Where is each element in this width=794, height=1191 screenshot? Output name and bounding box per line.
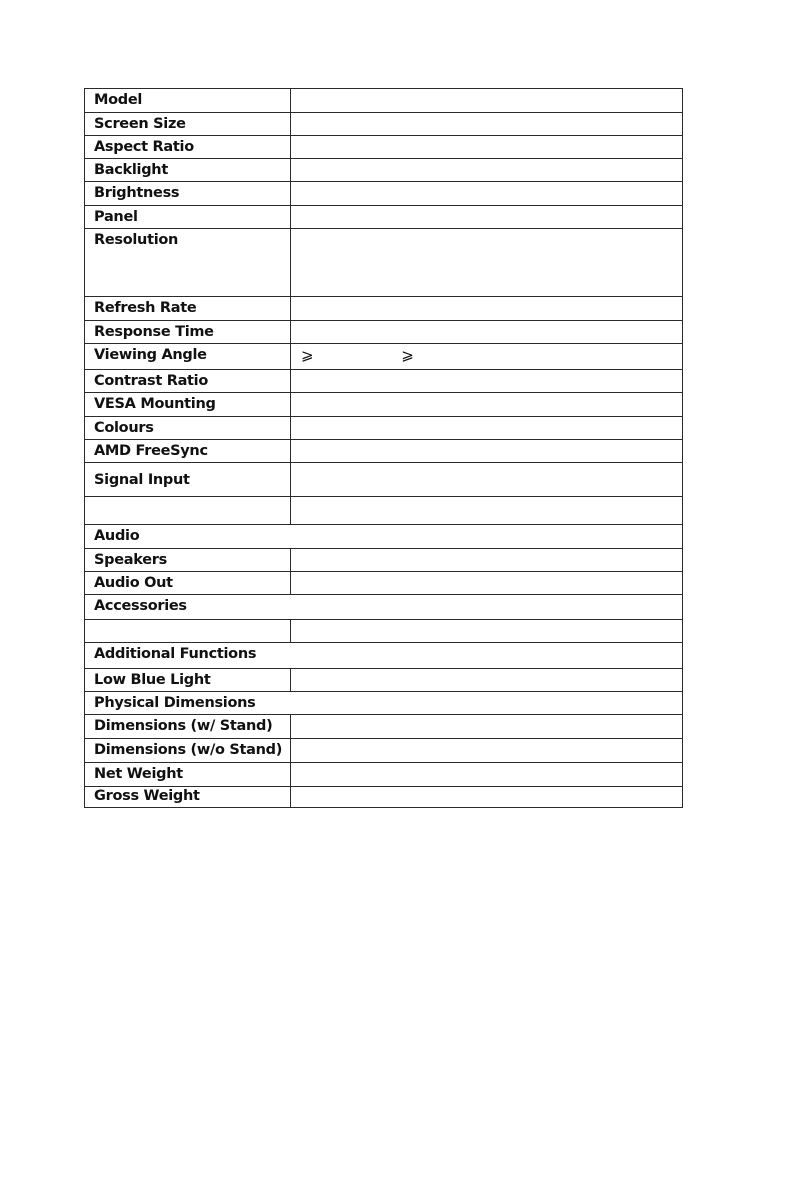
spec-table bbox=[84, 88, 683, 808]
section-additional-functions: Additional Functions bbox=[85, 643, 683, 669]
label-vesa-mounting: VESA Mounting bbox=[85, 393, 291, 417]
value-dimensions-without-stand bbox=[291, 739, 683, 763]
value-vesa-mounting bbox=[291, 393, 683, 417]
label-viewing-angle: Viewing Angle bbox=[85, 344, 291, 370]
value-screen-size bbox=[291, 113, 683, 136]
row-gross-weight bbox=[85, 787, 683, 808]
row-screen-size bbox=[85, 113, 683, 136]
value-speakers bbox=[291, 549, 683, 572]
label-signal-input: Signal Input bbox=[85, 463, 291, 497]
value-model bbox=[291, 89, 683, 113]
row-vesa-mounting bbox=[85, 393, 683, 417]
row-accessories-header bbox=[85, 595, 683, 620]
row-dimensions-without-stand bbox=[85, 739, 683, 763]
row-colours bbox=[85, 417, 683, 440]
row-blank-1 bbox=[85, 497, 683, 525]
row-response-time bbox=[85, 321, 683, 344]
row-speakers bbox=[85, 549, 683, 572]
label-low-blue-light: Low Blue Light bbox=[85, 669, 291, 692]
row-backlight bbox=[85, 159, 683, 182]
label-brightness: Brightness bbox=[85, 182, 291, 206]
section-audio: Audio bbox=[85, 525, 683, 549]
value-audio-out bbox=[291, 572, 683, 595]
label-dimensions-with-stand: Dimensions (w/ Stand) bbox=[85, 715, 291, 739]
section-physical-dimensions: Physical Dimensions bbox=[85, 692, 683, 715]
row-additional-functions-header bbox=[85, 643, 683, 669]
value-contrast-ratio bbox=[291, 370, 683, 393]
value-dimensions-with-stand bbox=[291, 715, 683, 739]
row-blank-2 bbox=[85, 620, 683, 643]
row-model bbox=[85, 89, 683, 113]
row-refresh-rate bbox=[85, 297, 683, 321]
row-panel bbox=[85, 206, 683, 229]
label-resolution: Resolution bbox=[85, 229, 291, 297]
section-accessories: Accessories bbox=[85, 595, 683, 620]
row-audio-out bbox=[85, 572, 683, 595]
value-response-time bbox=[291, 321, 683, 344]
label-speakers: Speakers bbox=[85, 549, 291, 572]
row-low-blue-light bbox=[85, 669, 683, 692]
value-brightness bbox=[291, 182, 683, 206]
value-low-blue-light bbox=[291, 669, 683, 692]
label-panel: Panel bbox=[85, 206, 291, 229]
value-amd-freesync bbox=[291, 440, 683, 463]
label-colours: Colours bbox=[85, 417, 291, 440]
label-net-weight: Net Weight bbox=[85, 763, 291, 787]
label-screen-size: Screen Size bbox=[85, 113, 291, 136]
row-physical-dimensions-header bbox=[85, 692, 683, 715]
label-refresh-rate: Refresh Rate bbox=[85, 297, 291, 321]
value-net-weight bbox=[291, 763, 683, 787]
value-signal-input bbox=[291, 463, 683, 497]
row-net-weight bbox=[85, 763, 683, 787]
value-aspect-ratio bbox=[291, 136, 683, 159]
value-resolution bbox=[291, 229, 683, 297]
label-audio-out: Audio Out bbox=[85, 572, 291, 595]
label-gross-weight: Gross Weight bbox=[85, 787, 291, 808]
row-amd-freesync bbox=[85, 440, 683, 463]
value-colours bbox=[291, 417, 683, 440]
value-viewing-angle bbox=[291, 344, 683, 370]
label-blank-1 bbox=[85, 497, 291, 525]
row-dimensions-with-stand bbox=[85, 715, 683, 739]
label-aspect-ratio: Aspect Ratio bbox=[85, 136, 291, 159]
value-refresh-rate bbox=[291, 297, 683, 321]
row-viewing-angle bbox=[85, 344, 683, 370]
row-signal-input bbox=[85, 463, 683, 497]
value-blank-2 bbox=[291, 620, 683, 643]
value-blank-1 bbox=[291, 497, 683, 525]
label-model: Model bbox=[85, 89, 291, 113]
value-gross-weight bbox=[291, 787, 683, 808]
row-aspect-ratio bbox=[85, 136, 683, 159]
value-panel bbox=[291, 206, 683, 229]
row-audio-header bbox=[85, 525, 683, 549]
row-resolution bbox=[85, 229, 683, 297]
label-amd-freesync: AMD FreeSync bbox=[85, 440, 291, 463]
label-blank-2 bbox=[85, 620, 291, 643]
geq-symbol-horizontal: ⩾ bbox=[301, 346, 314, 364]
geq-symbol-vertical: ⩾ bbox=[401, 346, 414, 364]
label-dimensions-without-stand: Dimensions (w/o Stand) bbox=[85, 739, 291, 763]
label-response-time: Response Time bbox=[85, 321, 291, 344]
label-contrast-ratio: Contrast Ratio bbox=[85, 370, 291, 393]
row-brightness bbox=[85, 182, 683, 206]
value-backlight bbox=[291, 159, 683, 182]
row-contrast-ratio bbox=[85, 370, 683, 393]
label-backlight: Backlight bbox=[85, 159, 291, 182]
